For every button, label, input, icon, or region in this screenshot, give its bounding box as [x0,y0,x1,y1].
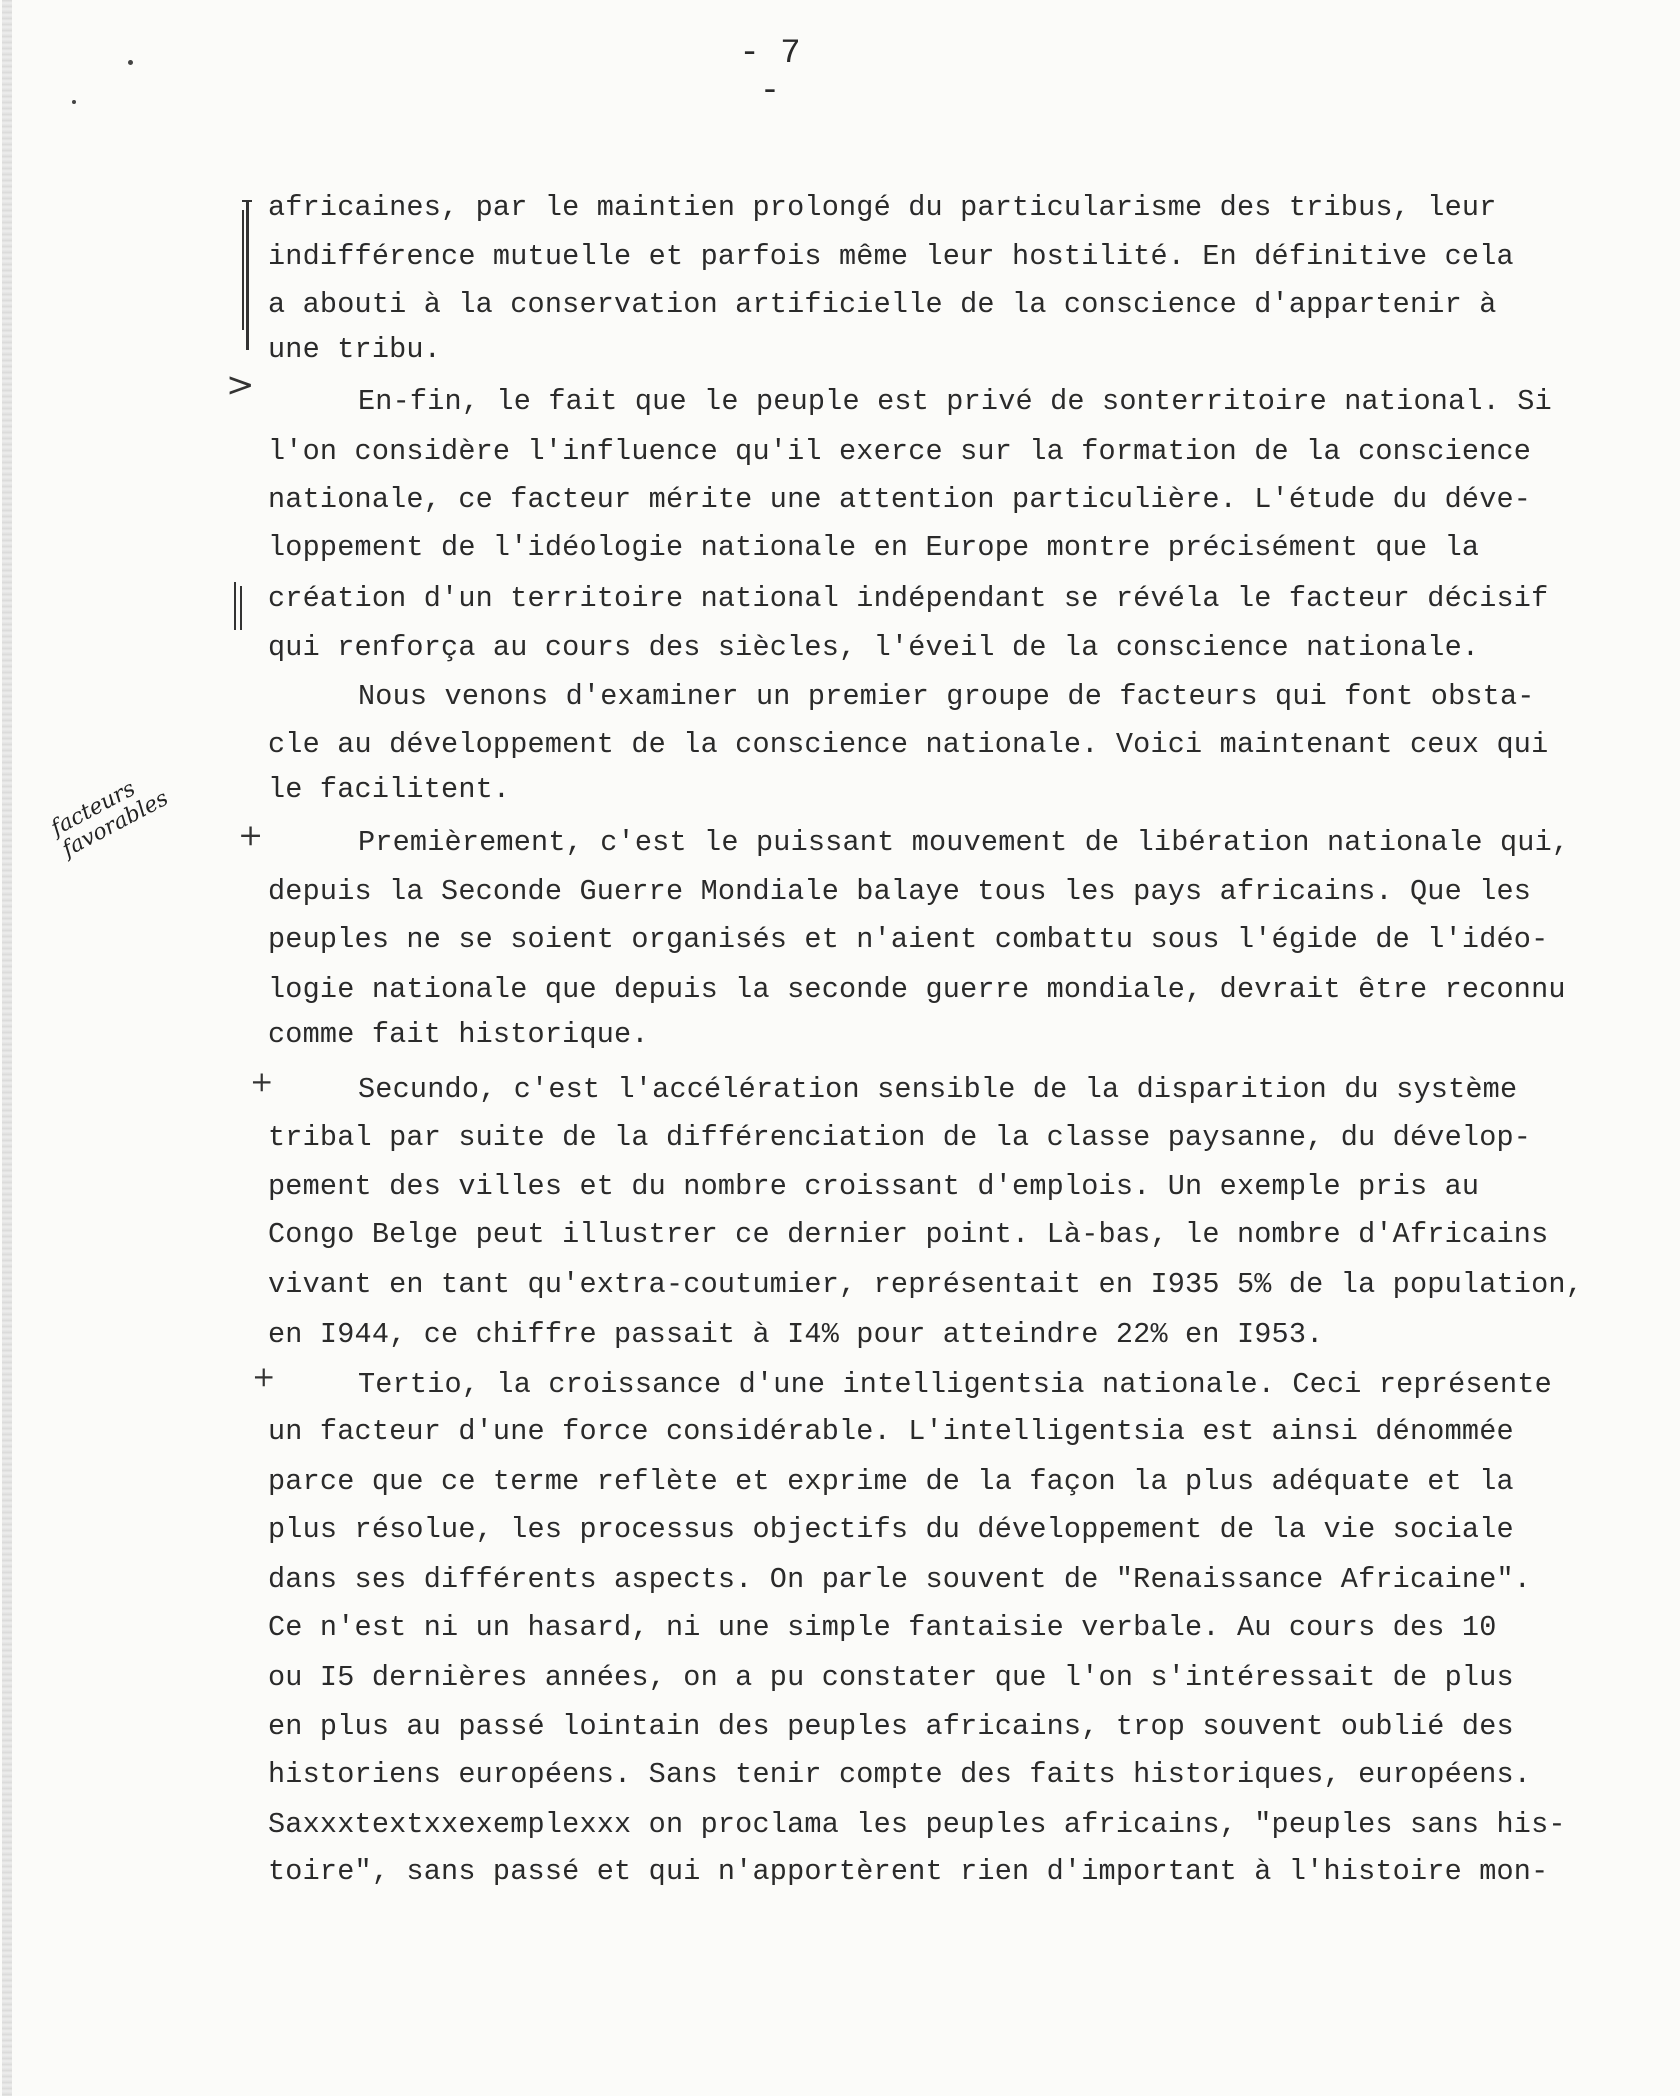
text-line: indifférence mutuelle et parfois même leur hostilité. En définitive cela [268,240,1514,273]
text-line: Tertio, la croissance d'une intelligentsia nationale. Ceci représente [358,1368,1552,1401]
text-line: En-fin, le fait que le peuple est privé de sonterritoire national. Si [358,385,1552,418]
text-line: africaines, par le maintien prolongé du particularisme des tribus, leur [268,191,1497,224]
plus-mark: + [252,1360,276,1393]
margin-bracket [234,582,236,630]
margin-bracket [246,200,249,350]
margin-bracket [240,586,242,630]
text-line: Ce n'est ni un hasard, ni une simple fantaisie verbale. Au cours des 10 [268,1611,1497,1644]
text-line: a abouti à la conservation artificielle de la conscience d'appartenir à [268,288,1497,321]
text-line: Premièrement, c'est le puissant mouvement de libération nationale qui, [358,826,1570,859]
page-number: - 7 - [739,35,801,111]
plus-mark: + [238,818,264,853]
text-line: le facilitent. [268,773,511,806]
scan-left-edge [2,0,12,2096]
text-line: toire", sans passé et qui n'apportèrent rien d'important à l'histoire mon- [268,1855,1549,1888]
caret-mark: > [226,365,255,405]
text-line: en I944, ce chiffre passait à I4% pour atteindre 22% en I953. [268,1318,1324,1351]
text-line: cle au développement de la conscience nationale. Voici maintenant ceux qui [268,728,1549,761]
text-line: historiens européens. Sans tenir compte des faits historiques, européens. [268,1758,1532,1791]
text-line: tribal par suite de la différenciation de la classe paysanne, du dévelop- [268,1121,1532,1154]
text-line: parce que ce terme reflète et exprime de la façon la plus adéquate et la [268,1465,1514,1498]
plus-mark: + [250,1065,274,1098]
text-line: qui renforça au cours des siècles, l'éveil de la conscience nationale. [268,631,1480,664]
text-line: une tribu. [268,333,442,366]
text-line: Secundo, c'est l'accélération sensible de la disparition du système [358,1073,1518,1106]
text-line: un facteur d'une force considérable. L'intelligentsia est ainsi dénommée [268,1415,1514,1448]
text-line: pement des villes et du nombre croissant d'emplois. Un exemple pris au [268,1170,1480,1203]
text-line: vivant en tant qu'extra-coutumier, représentait en I935 5% de la population, [268,1268,1584,1301]
margin-bracket [242,210,244,330]
text-line: logie nationale que depuis la seconde guerre mondiale, devrait être reconnu [268,973,1566,1006]
text-line: ou I5 dernières années, on a pu constater que l'on s'intéressait de plus [268,1661,1514,1694]
text-line: nationale, ce facteur mérite une attention particulière. L'étude du déve- [268,483,1532,516]
text-line: Nous venons d'examiner un premier groupe de facteurs qui font obsta- [358,680,1535,713]
text-line: en plus au passé lointain des peuples africains, trop souvent oublié des [268,1710,1514,1743]
ink-dot [128,60,133,65]
text-line: loppement de l'idéologie nationale en Europe montre précisément que la [268,531,1480,564]
text-line: dans ses différents aspects. On parle souvent de "Renaissance Africaine". [268,1563,1532,1596]
margin-handwritten-note: facteurs favorables [47,776,173,863]
text-line: création d'un territoire national indépendant se révéla le facteur décisif [268,582,1549,615]
ink-dot [72,100,76,104]
text-line: l'on considère l'influence qu'il exerce sur la formation de la conscience [268,435,1532,468]
text-line: peuples ne se soient organisés et n'aient combattu sous l'égide de l'idéo- [268,923,1549,956]
text-line: Congo Belge peut illustrer ce dernier point. Là-bas, le nombre d'Africains [268,1218,1549,1251]
text-line: depuis la Seconde Guerre Mondiale balaye tous les pays africains. Que les [268,875,1532,908]
text-line: Saxxxtextxxexemplexxx on proclama les peuples africains, "peuples sans his- [268,1808,1566,1841]
margin-bracket [242,200,252,202]
text-line: comme fait historique. [268,1018,649,1051]
text-line: plus résolue, les processus objectifs du développement de la vie sociale [268,1513,1514,1546]
